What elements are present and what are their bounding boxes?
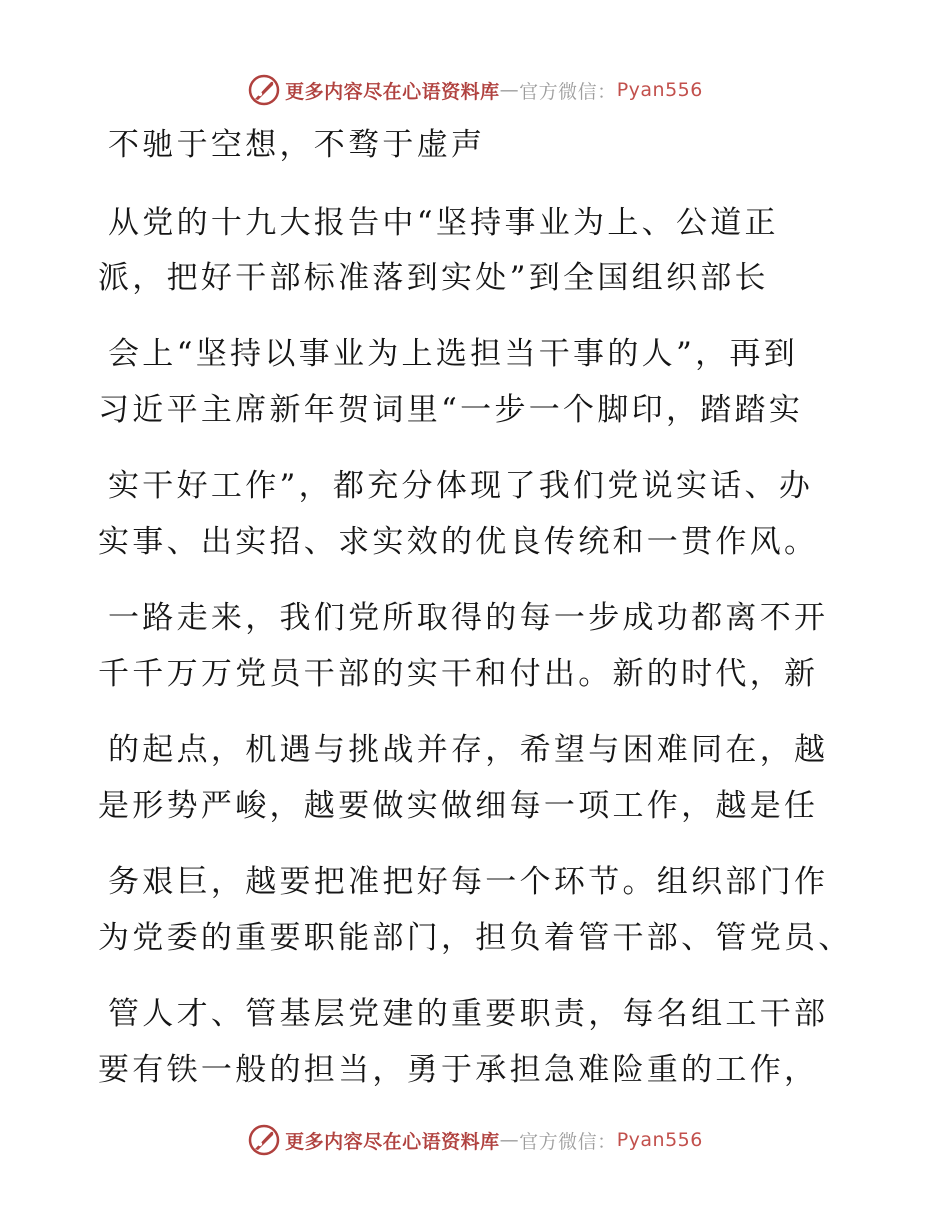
- document-line: 管人才、管基层党建的重要职责，每名组工干部: [108, 996, 829, 1032]
- document-line: 派，把好干部标准落到实处”到全国组织部长: [98, 260, 769, 296]
- document-line: 会上“坚持以事业为上选担当干事的人”，再到: [108, 336, 798, 372]
- document-line: 一路走来，我们党所取得的每一步成功都离不开: [108, 600, 829, 636]
- document-line: 要有铁一般的担当，勇于承担急难险重的工作，: [98, 1052, 819, 1088]
- footer-banner-wechat-id: Pyan556: [616, 1129, 703, 1151]
- document-line: 务艰巨，越要把准把好每一个环节。组织部门作: [108, 864, 829, 900]
- document-title: 不驰于空想，不骛于虚声: [108, 127, 486, 163]
- header-banner-wechat-label: 官方微信：: [519, 80, 617, 103]
- document-line: 千千万万党员干部的实干和付出。新的时代，新: [98, 656, 819, 692]
- document-line: 从党的十九大报告中“坚持事业为上、公道正: [108, 205, 779, 241]
- document-line: 是形势严峻，越要做实做细每一项工作，越是任: [98, 788, 819, 824]
- document-line: 的起点，机遇与挑战并存，希望与困难同在，越: [108, 732, 829, 768]
- footer-banner: [0, 1120, 950, 1160]
- footer-banner-main-text: 更多内容尽在心语资料库: [285, 1130, 500, 1153]
- footer-banner-wechat-label: 官方微信：: [519, 1130, 617, 1153]
- header-banner-wechat-id: Pyan556: [616, 79, 703, 101]
- footer-banner-dash: —: [499, 1129, 520, 1151]
- document-line: 实干好工作”，都充分体现了我们党说实话、办: [108, 468, 814, 504]
- document-line: 实事、出实招、求实效的优良传统和一贯作风。: [98, 524, 819, 560]
- document-line: 习近平主席新年贺词里“一步一个脚印，踏踏实: [98, 392, 804, 428]
- document-line: 为党委的重要职能部门，担负着管干部、管党员、: [98, 920, 853, 956]
- header-banner-main-text: 更多内容尽在心语资料库: [285, 80, 500, 103]
- header-banner-dash: —: [499, 79, 520, 101]
- quill-logo-icon: [247, 1123, 281, 1157]
